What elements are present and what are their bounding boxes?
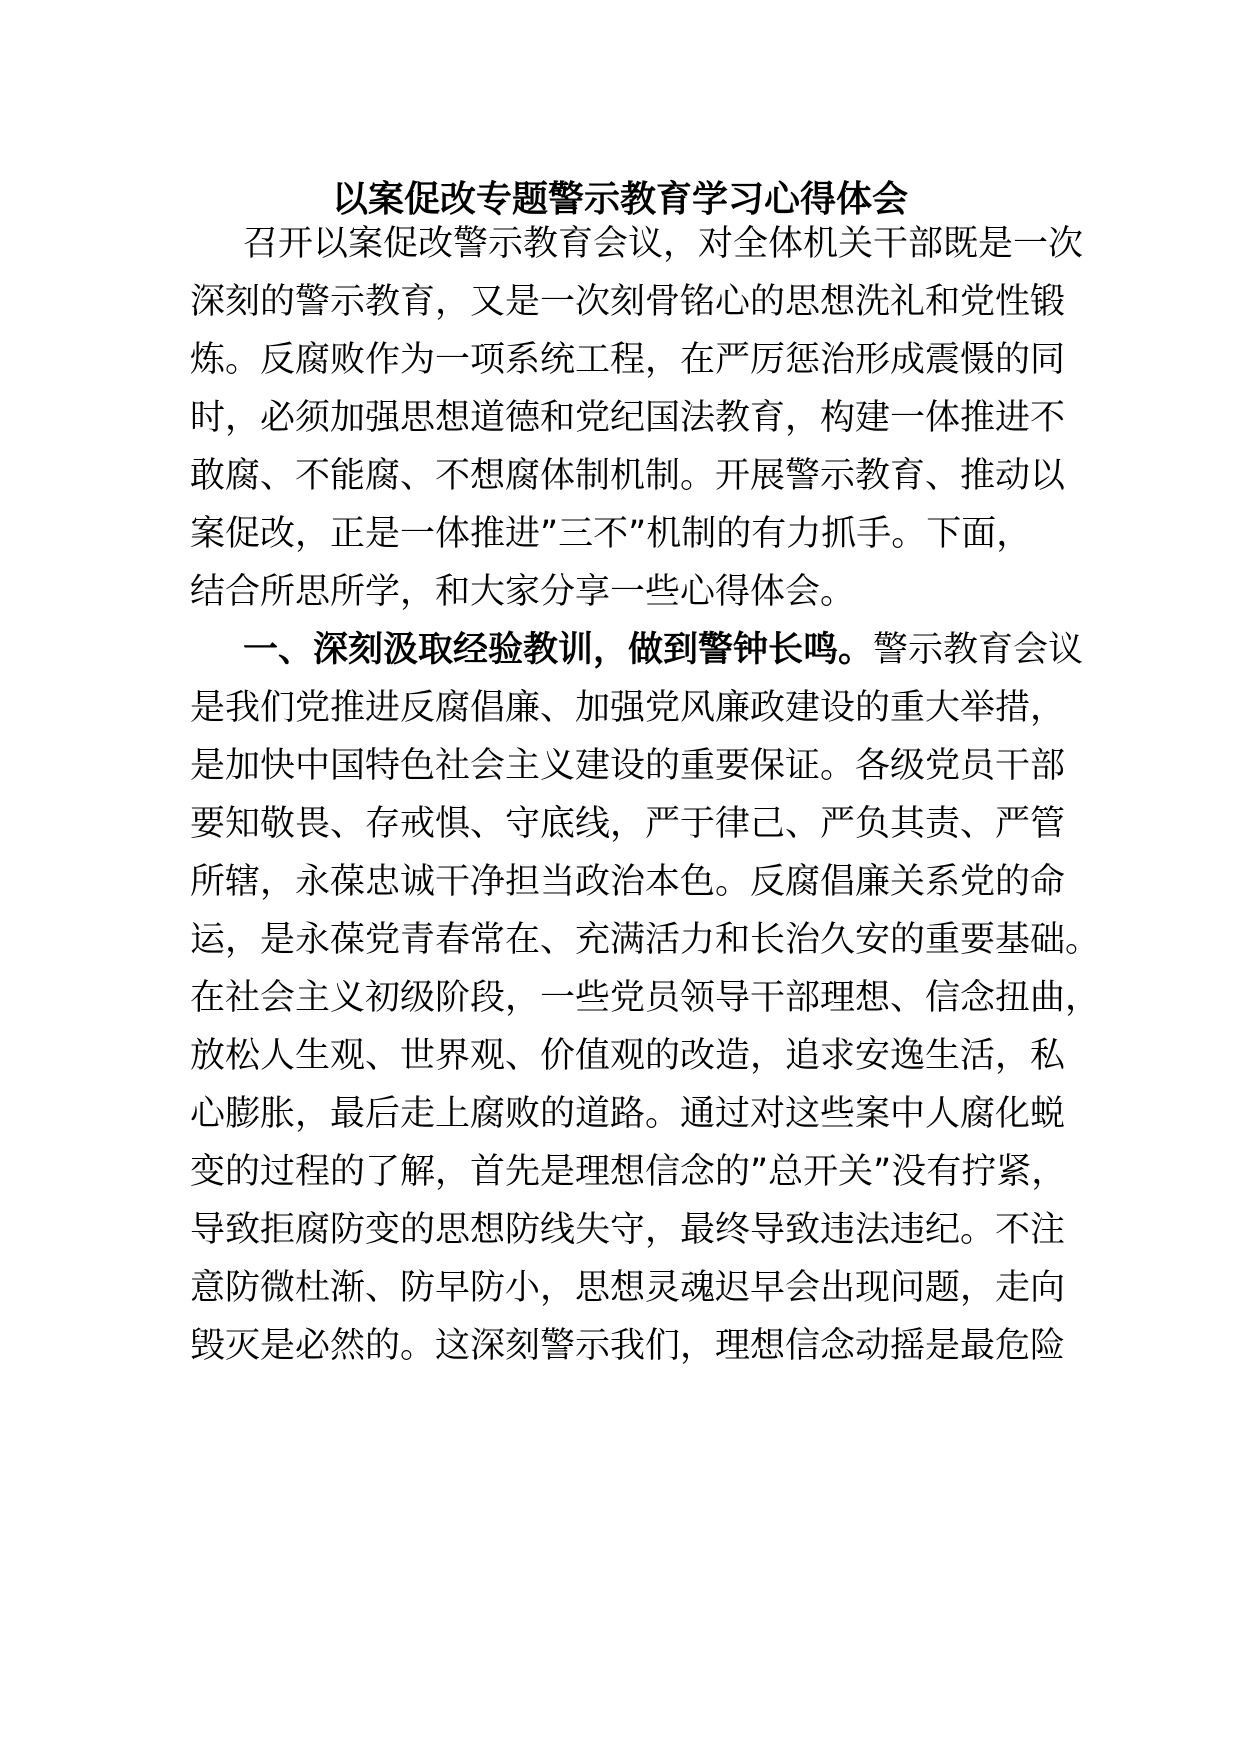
paragraph-line: 所辖，永葆忠诚干净担当政治本色。反腐倡廉关系党的命 — [190, 862, 1066, 902]
paragraph-line: 放松人生观、世界观、价值观的改造，追求安逸生活，私 — [190, 1036, 1066, 1076]
paragraph-line: 要知敬畏、存戒惧、守底线，严于律己、严负其责、严管 — [190, 804, 1066, 844]
document-title: 以案促改专题警示教育学习心得体会 — [331, 179, 908, 220]
paragraph-line: 案促改，正是一体推进”三不”机制的有力抓手。下面， — [190, 514, 1032, 554]
paragraph-line: 敢腐、不能腐、不想腐体制机制。开展警示教育、推动以 — [190, 456, 1066, 496]
paragraph-line: 时，必须加强思想道德和党纪国法教育，构建一体推进不 — [190, 398, 1066, 438]
paragraph-line: 是加快中国特色社会主义建设的重要保证。各级党员干部 — [190, 746, 1066, 786]
paragraph-line: 心膨胀，最后走上腐败的道路。通过对这些案中人腐化蜕 — [190, 1094, 1066, 1134]
paragraph-line: 导致拒腐防变的思想防线失守，最终导致违法违纪。不注 — [190, 1210, 1066, 1250]
section-heading: 一、深刻汲取经验教训，做到警钟长鸣。 — [243, 630, 874, 670]
paragraph-line: 在社会主义初级阶段，一些党员领导干部理想、信念扭曲， — [190, 978, 1101, 1018]
section-heading-line — [243, 628, 1083, 672]
paragraph-line: 意防微杜渐、防早防小，思想灵魂迟早会出现问题，走向 — [190, 1268, 1066, 1308]
paragraph-line: 运，是永葆党青春常在、充满活力和长治久安的重要基础。 — [190, 920, 1101, 960]
paragraph-line: 毁灭是必然的。这深刻警示我们，理想信念动摇是最危险 — [190, 1326, 1066, 1366]
section-heading-continuation: 警示教育会议 — [873, 630, 1084, 670]
paragraph-line: 炼。反腐败作为一项系统工程，在严厉惩治形成震慑的同 — [190, 340, 1066, 380]
paragraph-line: 深刻的警示教育，又是一次刻骨铭心的思想洗礼和党性锻 — [190, 282, 1066, 322]
paragraph-line: 变的过程的了解，首先是理想信念的”总开关”没有拧紧， — [190, 1152, 1067, 1192]
paragraph-line: 结合所思所学，和大家分享一些心得体会。 — [190, 572, 856, 612]
paragraph-line: 是我们党推进反腐倡廉、加强党风廉政建设的重大举措， — [190, 688, 1066, 728]
paragraph-line: 召开以案促改警示教育会议，对全体机关干部既是一次 — [243, 224, 1084, 264]
